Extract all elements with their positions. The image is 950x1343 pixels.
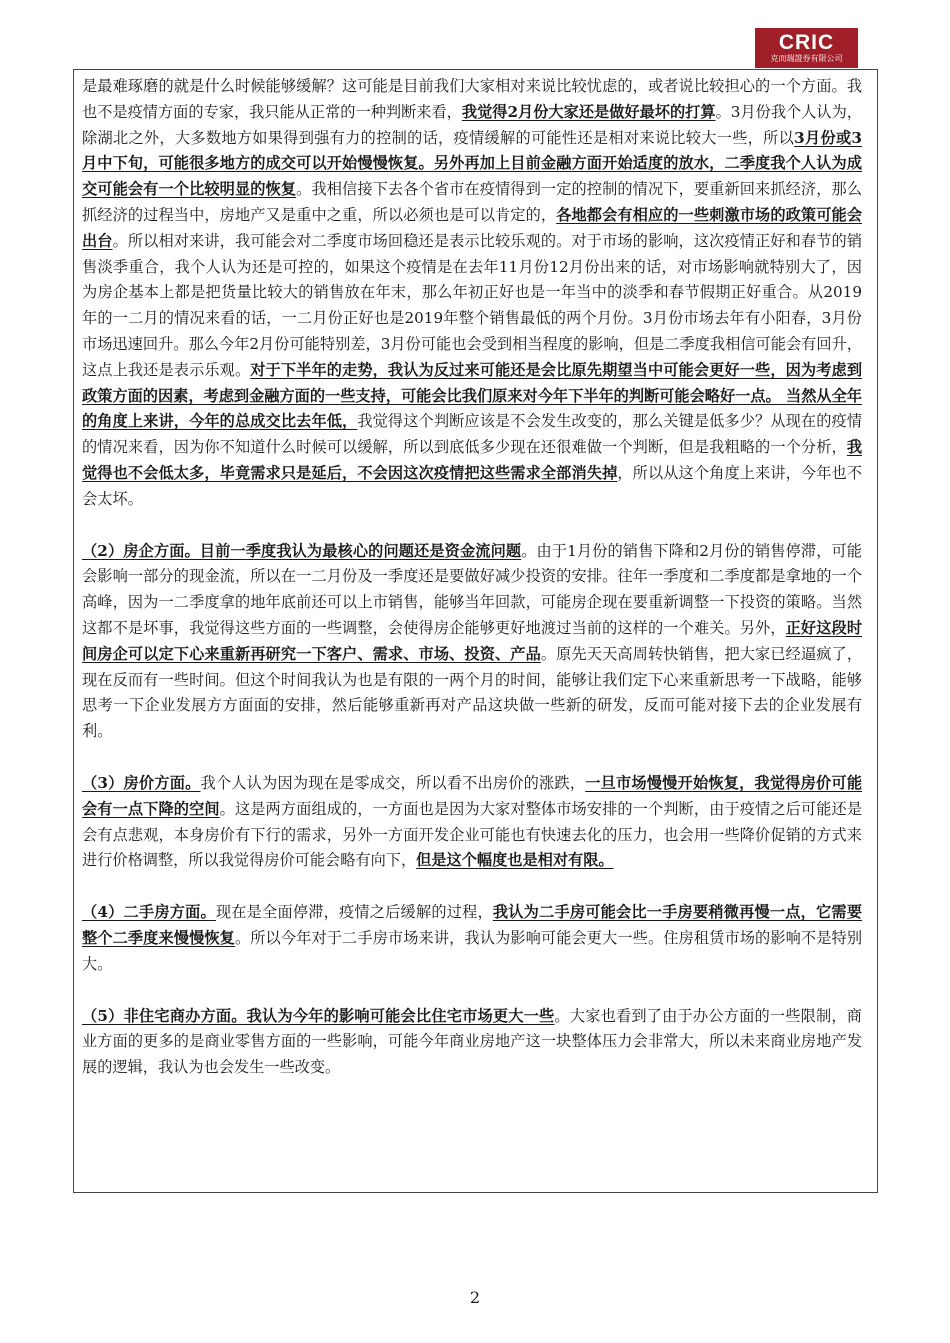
- logo-text: CRIC: [778, 31, 835, 54]
- paragraph-housing-prices: [82, 771, 862, 874]
- emphasized-text: 正好这段时间房企可以定下心来重新再研究一下客户、需求、市场、投资、产品: [82, 618, 863, 663]
- body-text: 。大家也看到了由于办公方面的一些限制，商业方面的更多的是商业零售方面的一些影响，可能今年商业房地产这一块整体压力会非常大，所以未来商业房地产发展的逻辑，我认为也会发生一些改变。: [82, 1006, 862, 1077]
- emphasized-text: （4）二手房方面。: [82, 903, 216, 922]
- body-text: ，所以从这个角度上来讲，今年也不会太坏。: [82, 463, 863, 508]
- body-text: 现在是全面停滞，疫情之后缓解的过程，: [215, 903, 493, 922]
- body-text: 。由于1月份的销售下降和2月份的销售停滞，可能会影响一部分的现金流，所以在一二月份及一季度还是要做好减少投资的安排。往年一季度和二季度都是拿地的一个高峰，因为一二季度拿的地年底前还可以上市销售，能够当年回款，可能房企现在要重新调整一下投资的策略。当然这都不是坏事，我觉得这些方面的一些调整，会使得房企能够更好地渡过当前的这样的一个难关。另外，: [82, 541, 862, 637]
- paragraph-developers: [82, 539, 862, 745]
- logo-subtext: 克而瑞證券有限公司: [770, 54, 843, 63]
- emphasized-text: 我觉得也不会低太多，毕竟需求只是延后，不会因这次疫情把这些需求全部消失掉: [82, 438, 862, 482]
- body-text: 。所以相对来讲，我可能会对二季度市场回稳还是表示比较乐观的。对于市场的影响，这次疫情正好和春节的销售淡季重合，我个人认为还是可控的，如果这个疫情是在去年11月份12月份出来的话，对市场影响就特别大了，因为房企基本上都是把货量比较大的销售放在年末，那么年初正好也是一年当中的淡季和春节假期正好重合。从2019年的一二月的情况来看的话，一二月份正好也是2019年整个销售最低的两个月份。3月份市场去年有小阳春，3月份市场迅速回升。那么今年2月份可能特别差，3月份可能也会受到相当程度的影响，但是二季度我相信可能会有回升，这点上我还是表示乐观。: [82, 231, 863, 379]
- paragraph-commercial-property: [82, 1004, 862, 1081]
- emphasized-text: 各地都会有相应的一些刺激市场的政策可能会出台: [82, 205, 863, 250]
- cric-logo: [755, 28, 858, 68]
- emphasized-text: （3）房价方面。: [82, 773, 201, 792]
- body-text: 。原先天天高周转快销售，把大家已经逼疯了，现在反而有一些时间。但这个时间我认为也是有限的一两个月的时间，能够让我们定下心来重新思考一下战略，能够思考一下企业发展方方面面的安排，然后能够重新再对产品这块做一些新的研发，反而可能对接下去的企业发展有利。: [82, 644, 863, 741]
- emphasized-text: 3月份或3月中下旬，可能很多地方的成交可以开始慢慢恢复。另外再加上目前金融方面开始适度的放水，二季度我个人认为成交可能会有一个比较明显的恢复: [82, 128, 862, 199]
- paragraph-market-outlook: [82, 74, 862, 513]
- emphasized-text: （5）非住宅商办方面。我认为今年的影响可能会比住宅市场更大一些: [82, 1006, 555, 1025]
- emphasized-text: 我觉得2月份大家还是做好最坏的打算: [461, 102, 716, 121]
- page-number: 2: [469, 1288, 481, 1307]
- emphasized-text: 我认为二手房可能会比一手房要稍微再慢一点，它需要整个二季度来慢慢恢复: [82, 903, 863, 947]
- body-text: 。所以今年对于二手房市场来讲，我认为影响可能会更大一些。住房租赁市场的影响不是特别大。: [82, 928, 863, 973]
- body-text: 。这是两方面组成的，一方面也是因为大家对整体市场安排的一个判断，由于疫情之后可能还是会有点悲观，本身房价有下行的需求，另外一方面开发企业可能也有快速去化的压力，也会用一些降价促销的方式来进行价格调整，所以我觉得房价可能会略有向下，: [82, 799, 863, 870]
- emphasized-text: （2）房企方面。目前一季度我认为最核心的问题还是资金流问题: [82, 541, 522, 560]
- emphasized-text: 但是这个幅度也是相对有限。: [416, 851, 614, 870]
- emphasized-text: 对于下半年的走势，我认为反过来可能还是会比原先期望当中可能会更好一些，因为考虑到政策方面的因素，考虑到金融方面的一些支持，可能会比我们原来对今年下半年的判断可能会略好一点。 当然从全年的角度上来讲，今年的总成交比去年低，: [82, 360, 863, 431]
- body-text: 。我相信接下去各个省市在疫情得到一定的控制的情况下，要重新回来抓经济，那么抓经济的过程当中，房地产又是重中之重，所以必须也是可以肯定的，: [82, 180, 863, 224]
- body-text: 我个人认为因为现在是零成交，所以看不出房价的涨跌，: [200, 773, 586, 792]
- body-text: 是最难琢磨的就是什么时候能够缓解？这可能是目前我们大家相对来说比较忧虑的，或者说比较担心的一个方面。我也不是疫情方面的专家，我只能从正常的一种判断来看，: [82, 77, 862, 121]
- emphasized-text: 一旦市场慢慢开始恢复，我觉得房价可能会有一点下降的空间: [82, 773, 863, 818]
- body-text: 我觉得这个判断应该是不会发生改变的，那么关键是低多少？从现在的疫情的情况来看，因为你不知道什么时候可以缓解，所以到底低多少现在还很难做一个判断，但是我粗略的一个分析，: [82, 412, 863, 457]
- paragraph-second-hand-housing: [82, 900, 862, 977]
- body-text: 。3月份我个人认为，除湖北之外，大多数地方如果得到强有力的控制的话，疫情缓解的可能性还是相对来说比较大一些，所以: [82, 102, 862, 147]
- document-body: [82, 74, 862, 1081]
